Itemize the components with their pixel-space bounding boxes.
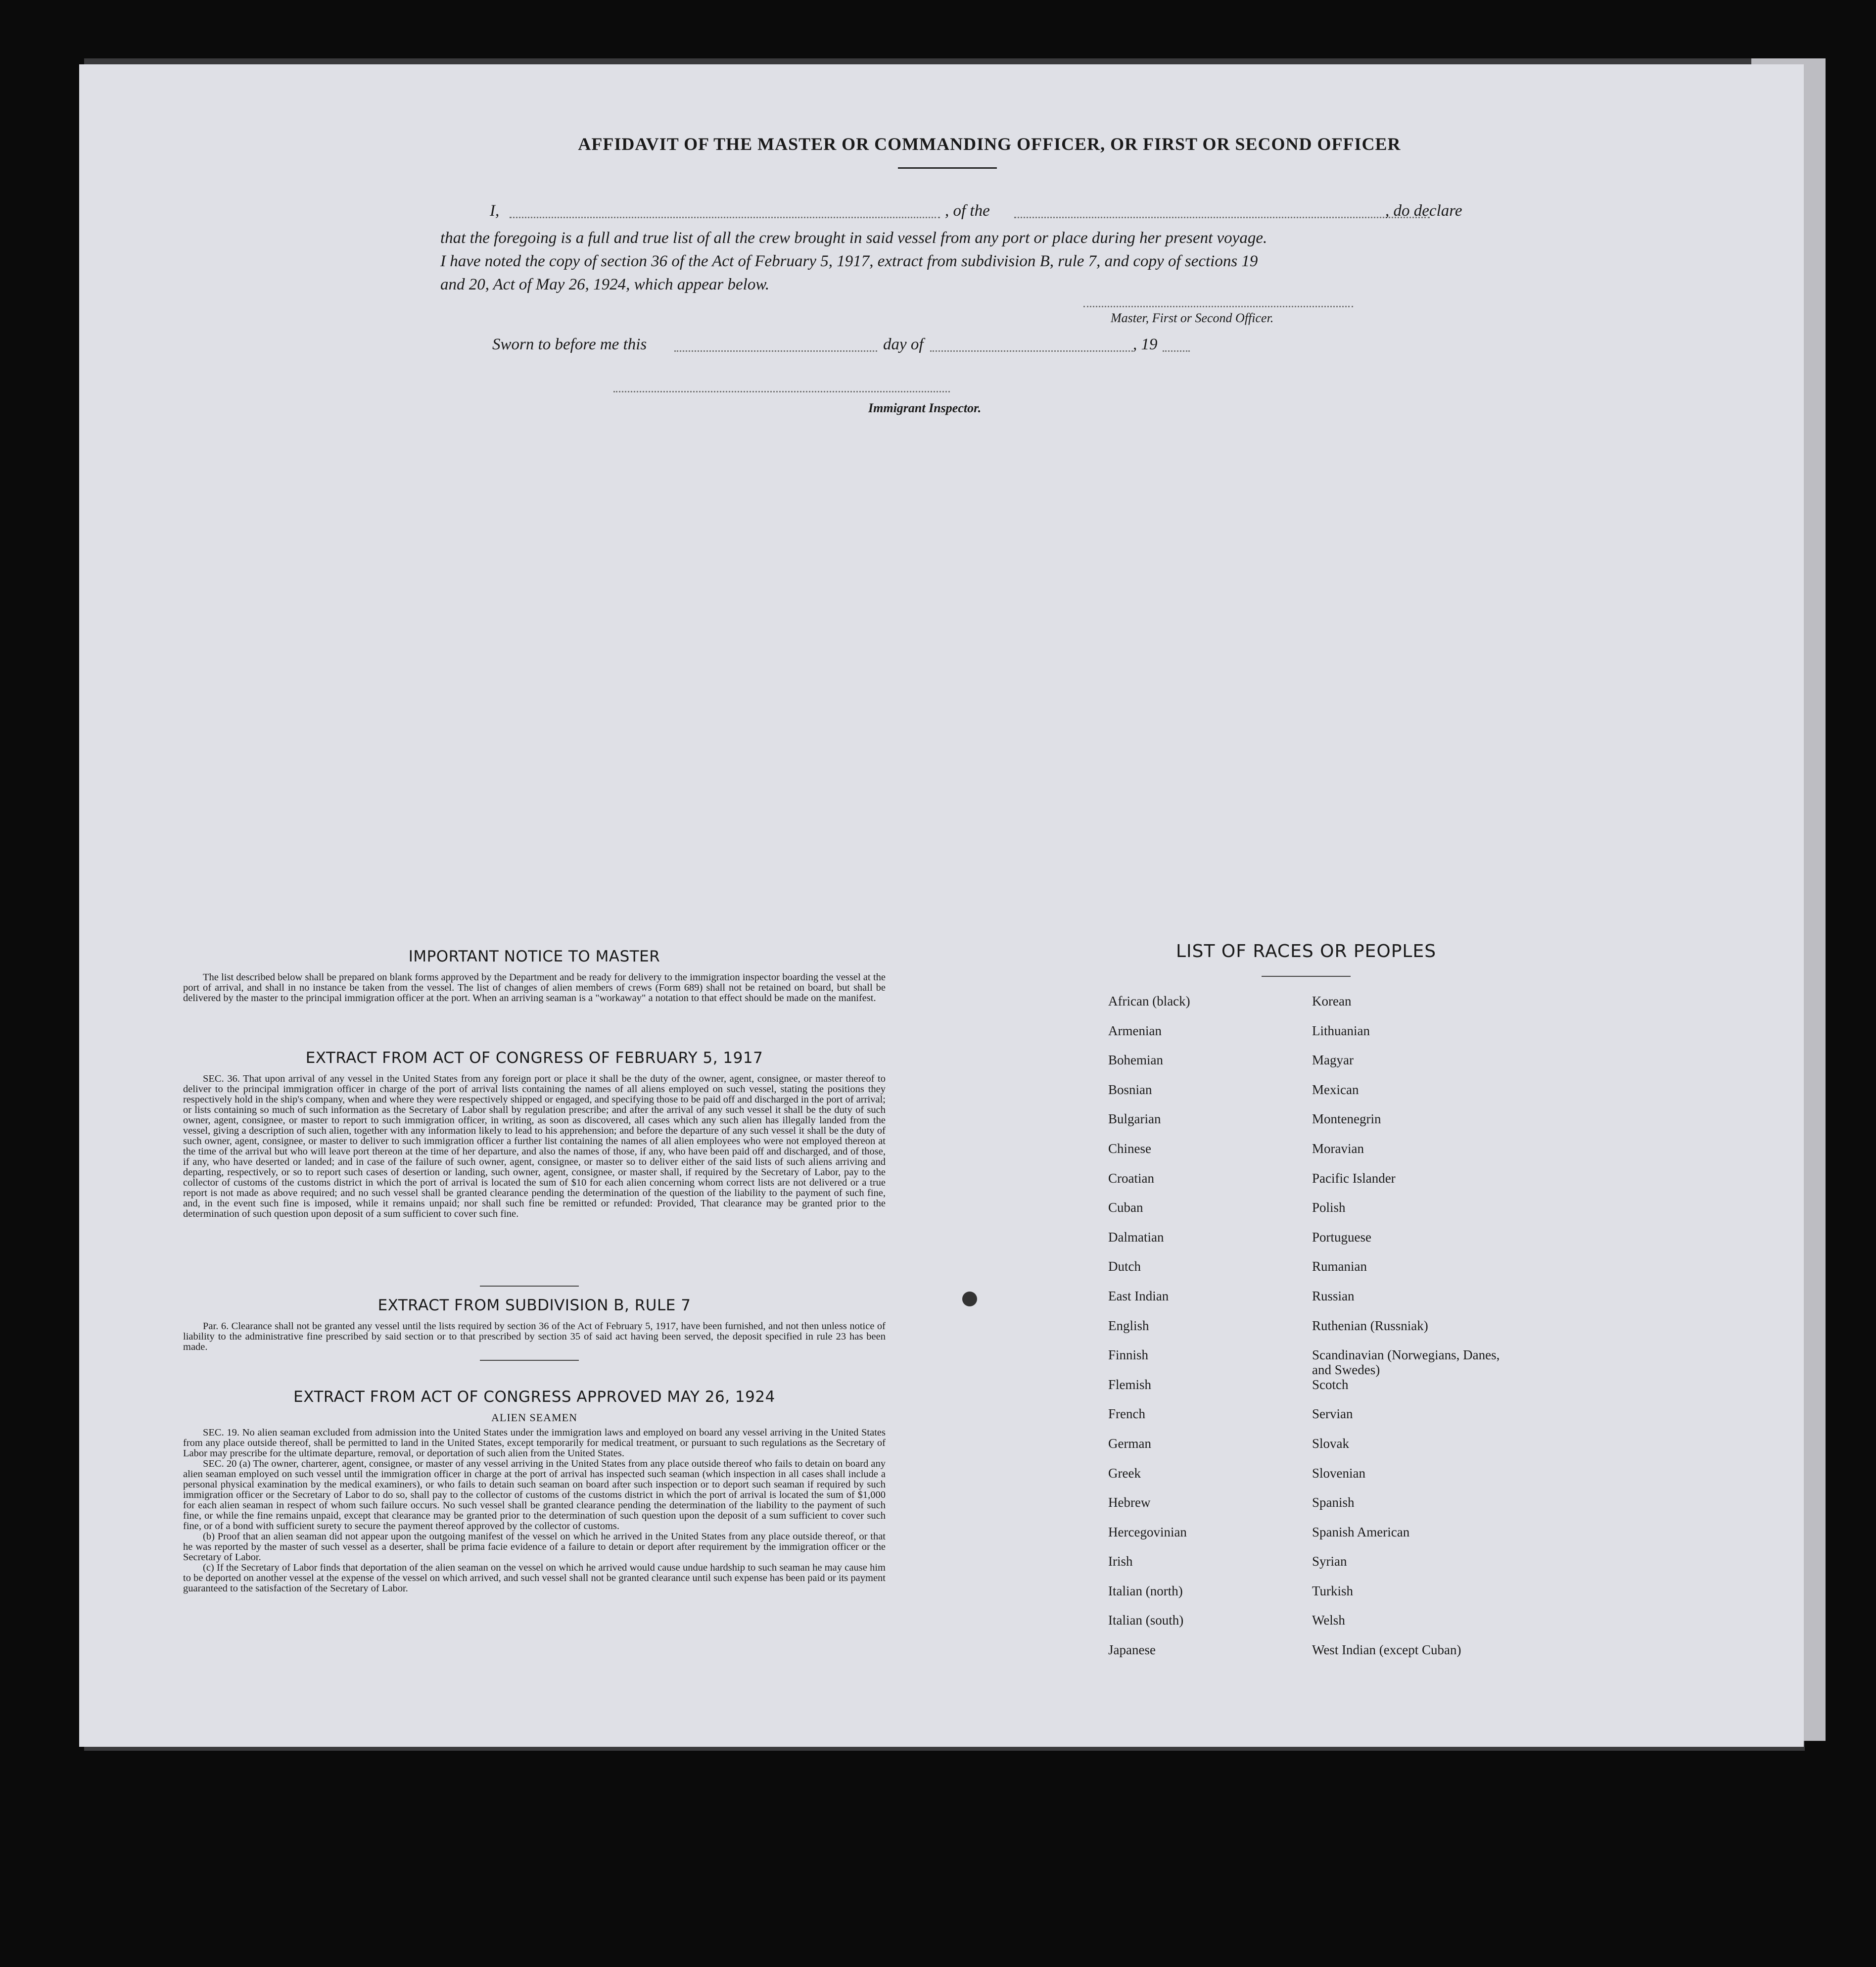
race-item: Bohemian xyxy=(1108,1053,1163,1068)
notice-title: IMPORTANT NOTICE TO MASTER xyxy=(408,948,660,965)
affidavit-body xyxy=(440,227,1464,296)
extract-1917-text xyxy=(183,1074,886,1219)
sworn-line xyxy=(492,336,1284,359)
races-title-underline xyxy=(1262,976,1351,977)
race-item: Polish xyxy=(1312,1200,1346,1215)
extract-1924-paragraph: SEC. 20 (a) The owner, charterer, agent, consignee, or master of any vessel arriving in the United States from any place outside thereof who fails to detain on board any alien seaman employed on such vessel until the immigration officer in charge at the port of arrival has inspected such seaman (which inspection in all cases shall include a personal physical examination by the medical examiners), or who fails to detain such seaman on board after such inspection or to deport such seaman if required by such immigration officer or the Secretary of Labor to do so, shall pay to the collector of customs of the customs district in which the port of arrival is located the sum of $1,000 for each alien seaman in respect of whom such failure occurs. No such vessel shall be granted clearance pending the determination of the liability to the payment of such fine, or while the fine remains unpaid, except that clearance may be granted prior to the determination of such question upon the deposit of a sum sufficient to cover such fine, or of a bond with sufficient surety to secure the payment thereof approved by the collector of customs. xyxy=(183,1458,886,1532)
sworn-year: , 19 xyxy=(1133,336,1158,353)
race-item: Finnish xyxy=(1108,1347,1149,1363)
race-item: Armenian xyxy=(1108,1023,1162,1038)
notice-paragraph: The list described below shall be prepared on blank forms approved by the Department and be ready for delivery to the immigration inspector boarding the vessel at the port of arrival, and shall in no instance be taken from the vessel. The list of changes of alien members of crews (Form 689) shall not be retained on board, but shall be delivered by the master to the principal immigration officer at the port. When an arriving seaman is a "workaway" a notation to that effect should be made on the manifest. xyxy=(183,972,886,1004)
race-item: Lithuanian xyxy=(1312,1023,1370,1038)
race-item: Italian (south) xyxy=(1108,1613,1184,1628)
sworn-day-blank[interactable] xyxy=(674,350,877,352)
master-signature-label: Master, First or Second Officer. xyxy=(1111,311,1274,325)
race-item: African (black) xyxy=(1108,994,1190,1008)
form-page xyxy=(79,64,1804,1747)
race-item: Flemish xyxy=(1108,1377,1152,1392)
affidavit-line-2: that the foregoing is a full and true list of all the crew brought in said vessel from any port or place during her present voyage. xyxy=(440,229,1267,247)
vessel-blank[interactable] xyxy=(1014,217,1430,218)
race-item: Dalmatian xyxy=(1108,1229,1164,1245)
race-item: Moravian xyxy=(1312,1141,1364,1156)
race-item: Bosnian xyxy=(1108,1082,1152,1097)
race-item: Portuguese xyxy=(1312,1229,1371,1245)
notice-text xyxy=(183,972,886,1004)
name-blank[interactable] xyxy=(510,217,940,218)
race-item: Syrian xyxy=(1312,1554,1347,1569)
race-item: Magyar xyxy=(1312,1053,1354,1068)
race-item: Bulgarian xyxy=(1108,1111,1161,1127)
inspector-signature-label: Immigrant Inspector. xyxy=(868,401,982,415)
extract-1917-paragraph: SEC. 36. That upon arrival of any vessel in the United States from any foreign port or place it shall be the duty of the owner, agent, consignee, or master thereof to deliver to the principal immigration officer in charge of the port of arrival lists containing the names of all aliens employed on such vessel, stating the positions they respectively hold in the ship's company, when and where they were respectively shipped or engaged, and specifying those to be paid off and discharged in the port of arrival; or lists containing so much of such information as the Secretary of Labor shall by regulation prescribe; and after the arrival of any such vessel it shall be the duty of such owner, agent, consignee, or master to report to such immigration officer, in writing, as soon as discovered, all cases which any such alien has illegally landed from the vessel, giving a description of such alien, together with any information likely to lead to his apprehension; and before the departure of any such vessel it shall be the duty of such owner, agent, consignee, or master to deliver to such immigration officer a further list containing the names of all alien employees who were not employed thereon at the time of the arrival but who will leave port thereon at the time of her departure, and also the names of those, if any, who have been paid off and discharged, and of those, if any, who have deserted or landed; and in case of the failure of such owner, agent, consignee, or master so to deliver either of the said lists of such aliens arriving and departing, respectively, or so to report such cases of desertion or landing, such owner, agent, consignee, or master shall, if required by the Secretary of Labor, pay to the collector of customs of the customs district in which the port of arrival is located the sum of $10 for each alien concerning whom correct lists are not delivered or a true report is not made as above required; and no such vessel shall be granted clearance pending the determination of the question of the liability to the payment of such fine, and, in the event such fine is imposed, while it remains unpaid; nor shall such fine be remitted or refunded: Provided, That clearance may be granted prior to the determination of such question upon deposit of a sum sufficient to cover such fine. xyxy=(183,1073,886,1219)
extract-1924-title: EXTRACT FROM ACT OF CONGRESS APPROVED MAY 26, 1924 xyxy=(293,1388,775,1406)
affidavit-of-the: , of the xyxy=(945,202,990,220)
race-item: French xyxy=(1108,1406,1145,1422)
race-item: Hebrew xyxy=(1108,1495,1151,1510)
race-item: Russian xyxy=(1312,1288,1355,1303)
race-item: Servian xyxy=(1312,1406,1353,1422)
extract-rule7-paragraph: Par. 6. Clearance shall not be granted any vessel until the lists required by section 36 of the Act of February 5, 1917, have been furnished, and not then unless notice of liability to the administrative fine prescribed by said section or to that prescribed by section 35 of said act having been served, the deposit specified in rule 23 has been made. xyxy=(183,1321,886,1352)
race-item: Mexican xyxy=(1312,1082,1359,1097)
title-underline xyxy=(898,167,997,169)
race-item: Pacific Islander xyxy=(1312,1170,1396,1186)
race-item: German xyxy=(1108,1436,1151,1451)
race-item: English xyxy=(1108,1318,1149,1333)
race-item: Rumanian xyxy=(1312,1259,1367,1274)
affidavit-line-4: and 20, Act of May 26, 1924, which appear below. xyxy=(440,276,770,293)
race-item: West Indian (except Cuban) xyxy=(1312,1642,1461,1658)
race-item: Chinese xyxy=(1108,1141,1151,1156)
race-item: Scandinavian (Norwegians, Danes, and Swedes) xyxy=(1312,1347,1500,1378)
race-item: Korean xyxy=(1312,994,1352,1008)
sworn-day-of: day of xyxy=(883,336,924,353)
race-item: Japanese xyxy=(1108,1642,1156,1658)
affidavit-line-3: I have noted the copy of section 36 of the Act of February 5, 1917, extract from subdivision B, rule 7, and copy of sections 19 xyxy=(440,252,1258,270)
race-item: Croatian xyxy=(1108,1170,1154,1186)
race-item: Cuban xyxy=(1108,1200,1143,1215)
inspector-signature-line[interactable] xyxy=(613,391,950,392)
section-divider xyxy=(480,1360,579,1361)
race-item: Slovak xyxy=(1312,1436,1350,1451)
race-item: Irish xyxy=(1108,1554,1133,1569)
races-column-right xyxy=(1312,994,1540,1672)
races-column-left xyxy=(1108,994,1316,1672)
race-item: Dutch xyxy=(1108,1259,1141,1274)
extract-1924-paragraph: (c) If the Secretary of Labor finds that deportation of the alien seaman on the vessel on which he arrived would cause undue hardship to such seaman he may cause him to be deported on another vessel at the expense of the vessel on which arrived, and such vessel shall not be granted clearance until such expense has been paid or its payment guaranteed to the satisfaction of the Secretary of Labor. xyxy=(183,1562,886,1594)
race-item: Hercegovinian xyxy=(1108,1524,1187,1539)
race-item: Turkish xyxy=(1312,1583,1354,1598)
master-signature-line[interactable] xyxy=(1083,306,1353,307)
extract-1924-subtitle: ALIEN SEAMEN xyxy=(491,1411,577,1424)
affidavit-declare: , do declare xyxy=(1385,202,1462,220)
race-item: Spanish American xyxy=(1312,1524,1410,1539)
extract-1917-title: EXTRACT FROM ACT OF CONGRESS OF FEBRUARY 5, 1917 xyxy=(305,1049,763,1067)
races-title: LIST OF RACES OR PEOPLES xyxy=(1175,941,1437,961)
affidavit-line-1 xyxy=(490,202,1469,226)
race-item: Montenegrin xyxy=(1312,1111,1381,1127)
affidavit-title: AFFIDAVIT OF THE MASTER OR COMMANDING OFFICER, OR FIRST OR SECOND OFFICER xyxy=(578,134,1401,154)
sworn-month-blank[interactable] xyxy=(930,350,1133,352)
extract-1924-paragraph: (b) Proof that an alien seaman did not appear upon the outgoing manifest of the vessel on which he arrived in the United States from any place outside thereof, or that he was reported by the master of such vessel as a deserter, shall be prima facie evidence of a failure to detain or deport after requirement by the immigration officer or the Secretary of Labor. xyxy=(183,1531,886,1563)
race-item: Spanish xyxy=(1312,1495,1355,1510)
race-item: Welsh xyxy=(1312,1613,1345,1628)
race-item: Slovenian xyxy=(1312,1465,1365,1481)
race-item: Scotch xyxy=(1312,1377,1349,1392)
sworn-year-blank[interactable] xyxy=(1163,350,1190,352)
sworn-text: Sworn to before me this xyxy=(492,336,647,353)
section-divider xyxy=(480,1286,579,1287)
ink-spot xyxy=(962,1292,977,1306)
race-item: Greek xyxy=(1108,1465,1141,1481)
race-item: Ruthenian (Russniak) xyxy=(1312,1318,1428,1333)
extract-rule7-text xyxy=(183,1321,886,1352)
race-item: Italian (north) xyxy=(1108,1583,1183,1598)
extract-rule7-title: EXTRACT FROM SUBDIVISION B, RULE 7 xyxy=(377,1296,691,1314)
extract-1924-paragraph: SEC. 19. No alien seaman excluded from admission into the United States under the immigration laws and employed on board any vessel arriving in the United States from any place outside thereof, shall be permitted to land in the United States, except temporarily for medical treatment, or pursuant to such regulations as the Secretary of Labor may prescribe for the ultimate departure, removal, or deportation of such alien from the United States. xyxy=(183,1427,886,1459)
extract-1924-text xyxy=(183,1428,886,1594)
affidavit-i: I, xyxy=(490,202,500,220)
race-item: East Indian xyxy=(1108,1288,1169,1303)
